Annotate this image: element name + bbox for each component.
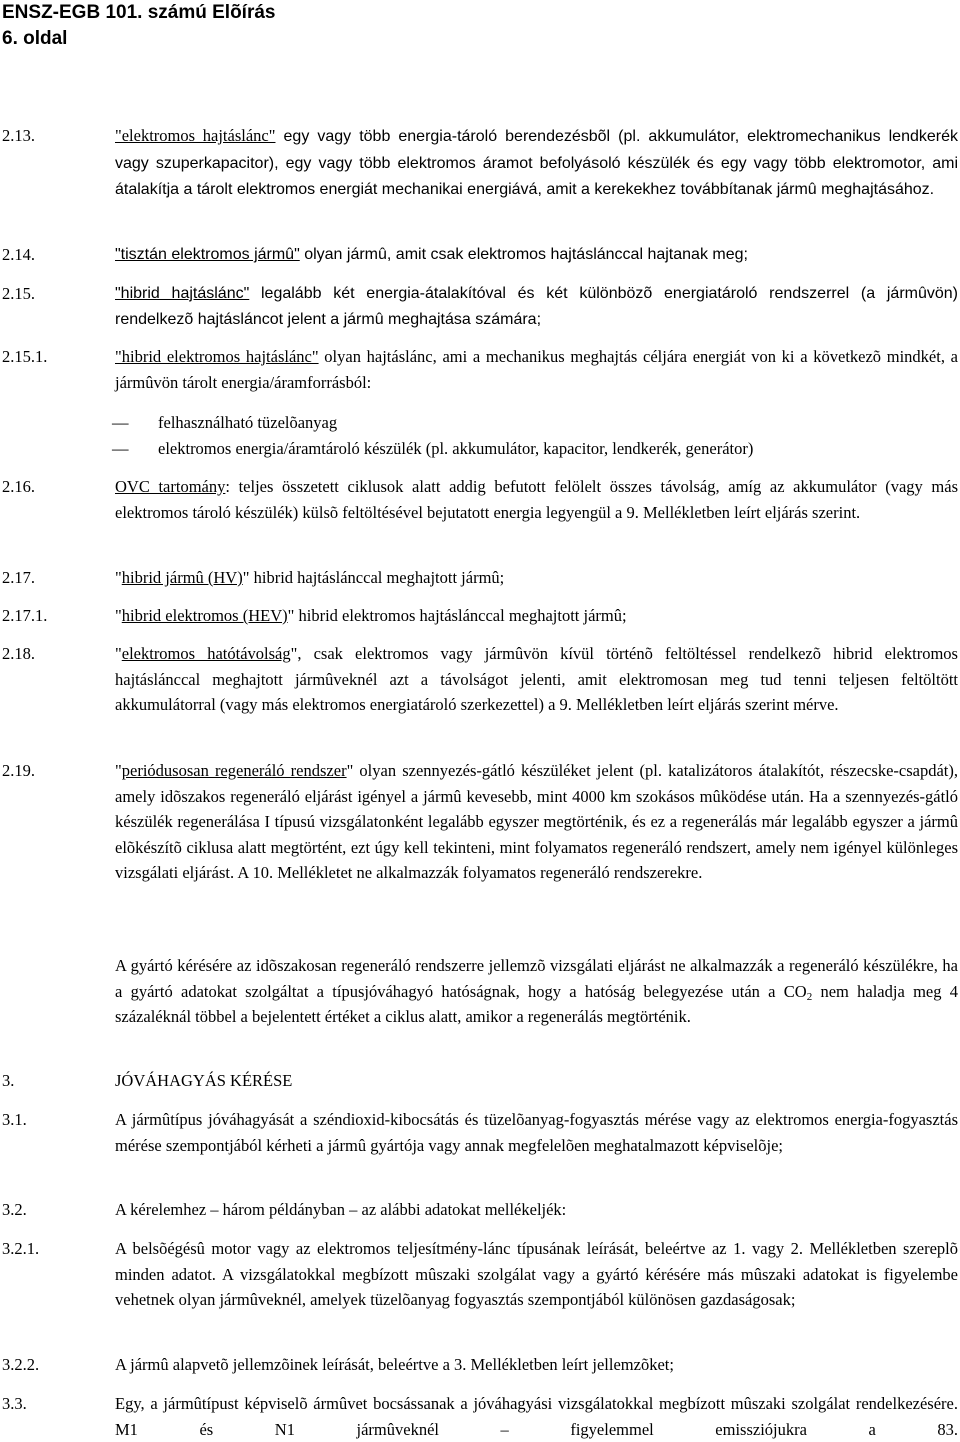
paragraph-2-15 <box>0 281 960 332</box>
paragraph-2-14 <box>0 242 960 268</box>
paragraph-3-2 <box>0 1197 960 1223</box>
section-3-heading <box>0 1068 960 1094</box>
page-number: 6. oldal <box>2 28 68 49</box>
defined-term: hibrid elektromos (HEV) <box>121 606 288 625</box>
defined-term: "elektromos hajtáslánc" <box>115 126 276 145</box>
paragraph-number: 2.17.1. <box>2 606 48 625</box>
dash-item-1 <box>0 410 960 436</box>
paragraph-number: 3.2. <box>2 1200 27 1219</box>
paragraph-2-19: 2.19. "periódusosan regeneráló rendszer" olyan szennyezés-gátló készüléket jelent (pl. katalizátoros átalakítót, részecske-csapdát), amely idõszakos regeneráló eljárást igényel a jármû kevesebb, mint 4000 km szokásos mûködése után. Ha a szennyezés-gátló készülék regenerálása I típusú vizsgálatonként legalább egyszer megtörténik, és ez a regenerálás már legalább egyszer a jármû elõkészítõ ciklusa alatt megtörtént, ezt úgy kell tekinteni, mint folyamatos regeneráló rendszert, amely nem igényel különleges vizsgálati eljárást. A 10. Mellékletet ne alkalmazzák folyamatos regeneráló rendszerekre. <box>0 758 960 886</box>
regulation-title: ENSZ-EGB 101. számú Elõírás <box>2 2 276 23</box>
paragraph-number: 3.2.1. <box>2 1239 40 1258</box>
paragraph-text: egy vagy több energia-tároló berendezésbõl (pl. akkumulátor, elektromechanikus lendkerék vagy szuperkapacitor), egy vagy több elektromos áramot befolyásoló készülék és egy vagy több elektromotor, ami átalakítja a tárolt elektromos energiát mechanikai energiává, amit a kerekekhez továbbítanak jármû meghajtásához. <box>115 128 958 198</box>
paragraph-number: 3.2.2. <box>2 1355 40 1374</box>
defined-term: periódusosan regeneráló rendszer <box>121 761 347 780</box>
paragraph-text: olyan szennyezés-gátló készüléket jelent (pl. katalizátoros átalakítót, részecske-csapdát), amely idõszakos regeneráló eljárást igényel a jármû kevesebb, mint 4000 km szokásos mûködése után. Ha a szennyezés-gátló készülék regenerálása I típusú vizsgálatonként legalább egyszer megtörténik, és ez a regenerálás már legalább egyszer a jármû elõkészítõ ciklusa alatt megtörtént, ezt úgy kell tekinteni, mint folyamatos regeneráló rendszert, amely nem igényel különleges vizsgálati eljárást. A 10. Mellékletet ne alkalmazzák folyamatos regeneráló rendszerekre. <box>115 761 958 882</box>
defined-term: "tisztán elektromos jármû" <box>115 246 300 263</box>
paragraph-text: , csak elektromos vagy jármûvön kívül történõ feltöltéssel rendelkezõ hibrid elektromos hajtáslánccal meghajtott jármûveknél azt a távolságot jelenti, amit elektromosan meg tud tenni teljesen feltöltött akkumulátorral (vagy más elektromos energiatároló szerkezettel) a 9. Mellékletben leírt eljárás szerint mérve. <box>115 644 958 714</box>
paragraph-text: legalább két energia-átalakítóval és két különbözõ energiatároló rendszerrel (a jármûvön) rendelkezõ hajtásláncot jelent a jármû meghajtása számára; <box>115 285 958 328</box>
paragraph-2-18: 2.18. "elektromos hatótávolság", csak elektromos vagy jármûvön kívül történõ feltöltéssel rendelkezõ hibrid elektromos hajtáslánccal meghajtott jármûveknél azt a távolságot jelenti, amit elektromosan meg tud tenni teljesen feltöltött akkumulátorral (vagy más elektromos energiatároló szerkezettel) a 9. Mellékletben leírt eljárás szerint mérve. <box>0 641 960 718</box>
paragraph-2-17: 2.17. "hibrid jármû (HV)" hibrid hajtáslánccal meghajtott jármû; <box>0 565 960 591</box>
dash-text: elektromos energia/áramtároló készülék (pl. akkumulátor, kapacitor, lendkerék, generátor) <box>158 439 754 458</box>
section-number: 3. <box>2 1071 15 1090</box>
paragraph-text: A jármûtípus jóváhagyását a széndioxid-kibocsátás és tüzelõanyag-fogyasztás mérése vagy az elektromos energia-fogyasztás mérése szempontjából kérheti a jármû gyártója vagy annak megfelelõen meghatalmazott képviselõje; <box>115 1110 958 1155</box>
paragraph-text: A belsõégésû motor vagy az elektromos teljesítmény-lánc típusának leírását, beleértve az 1. vagy 2. Mellékletben szereplõ minden adatot. A vizsgálatokkal megbízott mûszaki szolgálat vagy a gyártó kérésére más mûszaki adatokat is figyelembe vehetnek olyan jármûveknél, amelyek tüzelõanyag fogyasztás szempontjából különösen gazdaságosak; <box>115 1239 958 1309</box>
dash-item-2 <box>0 436 960 462</box>
defined-term: "hibrid hajtáslánc" <box>115 285 250 302</box>
paragraph-text: olyan jármû, amit csak elektromos hajtáslánccal hajtanak meg; <box>299 246 748 263</box>
paragraph-text: hibrid hajtáslánccal meghajtott jármû; <box>249 568 505 587</box>
defined-term: "hibrid elektromos hajtáslánc" <box>115 347 319 366</box>
paragraph-number: 2.13. <box>2 126 35 145</box>
paragraph-number: 3.3. <box>2 1394 27 1413</box>
paragraph-3-1 <box>0 1107 960 1158</box>
paragraph-2-15-1 <box>0 344 960 395</box>
paragraph-2-16 <box>0 474 960 525</box>
paragraph-text: : teljes összetett ciklusok alatt addig befutott felölelt összes távolság, amíg az akkumulátor (vagy más elektromos tároló készülék) külsõ feltöltésével bejutatott energia legyengül a 9. Mellékletben leírt eljárás szerint. <box>115 477 958 522</box>
paragraph-3-2-2 <box>0 1352 960 1378</box>
paragraph-text: hibrid elektromos hajtáslánccal meghajtott jármû; <box>294 606 627 625</box>
dash-bullet: — <box>112 413 129 432</box>
paragraph-number: 2.15. <box>2 284 35 303</box>
paragraph-number: 2.18. <box>2 644 35 663</box>
dash-text: felhasználható tüzelõanyag <box>158 413 338 432</box>
paragraph-2-13 <box>0 123 960 203</box>
paragraph-number: 2.14. <box>2 245 35 264</box>
defined-term: elektromos hatótávolság <box>121 644 291 663</box>
paragraph-2-19-continuation: A gyártó kérésére az idõszakosan regeneráló rendszerre jellemzõ vizsgálati eljárást ne alkalmazzák a regeneráló készülékre, ha a gyártó adatokat szolgáltat a típusjóváhagyó hatóságnak, hogy a hatóság belegyezése után a $CO_2$ nem haladja meg 4 százaléknál többel a bejelentett értéket a ciklus alatt, amikor a regenerálás megtörténik. <box>115 956 958 1026</box>
paragraph-number: 3.1. <box>2 1110 27 1129</box>
paragraph-2-17-1: 2.17.1. "hibrid elektromos (HEV)" hibrid elektromos hajtáslánccal meghajtott jármû; <box>0 603 960 629</box>
page-header <box>2 0 276 52</box>
defined-term: hibrid jármû (HV) <box>121 568 243 587</box>
paragraph-text: A kérelemhez – három példányban – az alábbi adatokat mellékeljék: <box>115 1200 567 1219</box>
paragraph-3-2-1 <box>0 1236 960 1313</box>
paragraph-number: 2.17. <box>2 568 35 587</box>
paragraph-number: 2.16. <box>2 477 35 496</box>
paragraph-text: A jármû alapvetõ jellemzõinek leírását, beleértve a 3. Mellékletben leírt jellemzõket; <box>115 1355 674 1374</box>
section-title: JÓVÁHAGYÁS KÉRÉSE <box>115 1071 293 1090</box>
paragraph-number: 2.15.1. <box>2 347 48 366</box>
dash-bullet: — <box>112 439 129 458</box>
paragraph-text: Egy, a jármûtípust képviselõ ármûvet bocsássanak a jóváhagyási vizsgálatokkal megbízott mûszaki szolgálat rendelkezésére. M1 és N1 jármûveknél – figyelemmel emissziójukra a 83. <box>115 1394 958 1439</box>
paragraph-text: olyan hajtáslánc, ami a mechanikus meghajtás céljára energiát von ki a következõ mindkét, a jármûvön tárolt energia/áramforrásból: <box>115 347 958 392</box>
defined-term: OVC tartomány <box>115 477 226 496</box>
paragraph-number: 2.19. <box>2 761 35 780</box>
paragraph-3-3 <box>0 1391 960 1442</box>
